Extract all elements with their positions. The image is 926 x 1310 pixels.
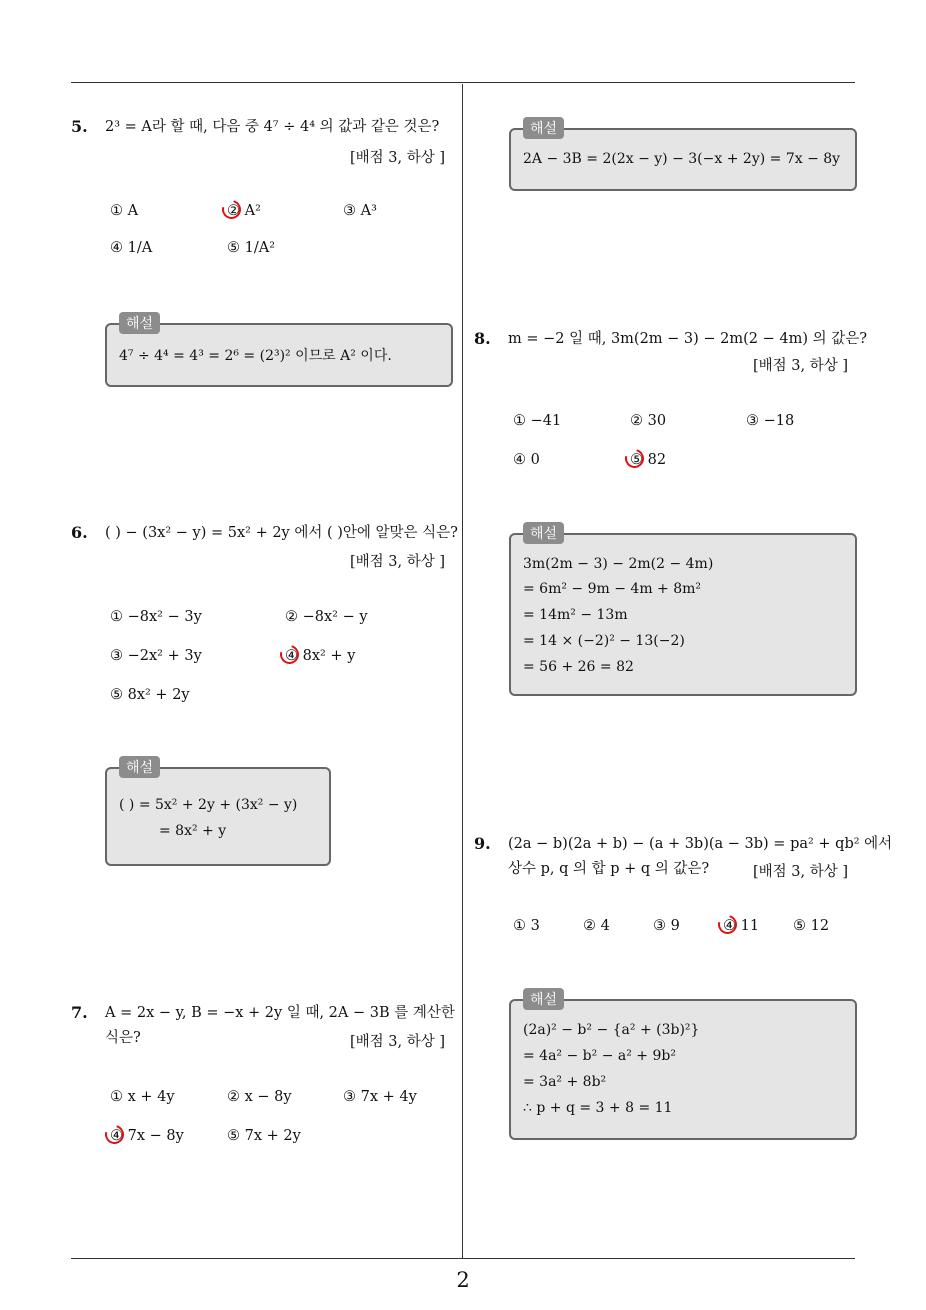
question-text-line2: 식은? (105, 1030, 141, 1046)
option-3[interactable]: ③ A³ (343, 203, 377, 219)
solution-label: 해설 (523, 522, 564, 544)
question-meta: [배점 3, 하상 ] (350, 1034, 446, 1050)
solution-box (105, 760, 331, 866)
question-number: 5. (71, 117, 88, 136)
solution-line: ∴ p + q = 3 + 8 = 11 (523, 1100, 673, 1116)
solution-line: ( ) = 5x² + 2y + (3x² − y) (119, 797, 298, 813)
bottom-rule (71, 1258, 855, 1259)
solution-label: 해설 (523, 988, 564, 1010)
solution-line: = 14 × (−2)² − 13(−2) (523, 633, 685, 649)
option-4[interactable]: ④ 1/A (110, 240, 153, 256)
option-2[interactable]: ② 4 (583, 918, 610, 934)
solution-label: 해설 (119, 756, 160, 778)
solution-box (509, 526, 857, 696)
question-text: ( ) − (3x² − y) = 5x² + 2y 에서 ( )안에 알맞은 식은? (105, 525, 458, 541)
solution-line: = 6m² − 9m − 4m + 8m² (523, 581, 702, 597)
option-1[interactable]: ① A (110, 203, 139, 219)
question-meta: [배점 3, 하상 ] (753, 864, 849, 880)
solution-line: (2a)² − b² − {a² + (3b)²} (523, 1022, 700, 1038)
solution-line: = 56 + 26 = 82 (523, 659, 634, 675)
solution-label: 해설 (523, 117, 564, 139)
option-5[interactable]: ⑤ 82 (630, 452, 667, 468)
option-1[interactable]: ① −8x² − 3y (110, 609, 202, 625)
solution-line: = 3a² + 8b² (523, 1074, 607, 1090)
question-text-line1: (2a − b)(2a + b) − (a + 3b)(a − 3b) = pa² + qb² 에서 (508, 836, 893, 852)
option-5[interactable]: ⑤ 7x + 2y (227, 1128, 301, 1144)
solution-line: = 4a² − b² − a² + 9b² (523, 1048, 676, 1064)
option-2[interactable]: ② 30 (630, 413, 667, 429)
option-1[interactable]: ① x + 4y (110, 1089, 175, 1105)
question-text: 2³ = A라 할 때, 다음 중 4⁷ ÷ 4⁴ 의 값과 같은 것은? (105, 119, 440, 135)
solution-line: 3m(2m − 3) − 2m(2 − 4m) (523, 556, 714, 572)
option-1[interactable]: ① −41 (513, 413, 562, 429)
question-number: 6. (71, 523, 88, 542)
option-4[interactable]: ④ 11 (723, 918, 760, 934)
question-meta: [배점 3, 하상 ] (753, 358, 849, 374)
option-4[interactable]: ④ 7x − 8y (110, 1128, 184, 1144)
option-3[interactable]: ③ 7x + 4y (343, 1089, 417, 1105)
solution-box (509, 992, 857, 1140)
question-text-line2: 상수 p, q 의 합 p + q 의 값은? (508, 861, 710, 877)
option-2[interactable]: ② −8x² − y (285, 609, 368, 625)
question-number: 9. (474, 834, 491, 853)
option-3[interactable]: ③ −18 (746, 413, 795, 429)
solution-line: 2A − 3B = 2(2x − y) − 3(−x + 2y) = 7x − 8y (523, 151, 841, 167)
solution-label: 해설 (119, 312, 160, 334)
solution-line: = 14m² − 13m (523, 607, 628, 623)
question-meta: [배점 3, 하상 ] (350, 150, 446, 166)
option-5[interactable]: ⑤ 8x² + 2y (110, 687, 190, 703)
solution-line: = 8x² + y (159, 823, 227, 839)
option-2[interactable]: ② A² (227, 203, 261, 219)
option-5[interactable]: ⑤ 12 (793, 918, 830, 934)
option-3[interactable]: ③ −2x² + 3y (110, 648, 202, 664)
page-number: 2 (456, 1268, 470, 1292)
option-5[interactable]: ⑤ 1/A² (227, 240, 276, 256)
solution-box (509, 121, 857, 191)
question-number: 7. (71, 1003, 88, 1022)
question-meta: [배점 3, 하상 ] (350, 554, 446, 570)
column-divider (462, 84, 463, 1259)
option-1[interactable]: ① 3 (513, 918, 540, 934)
question-text: m = −2 일 때, 3m(2m − 3) − 2m(2 − 4m) 의 값은? (508, 331, 868, 347)
option-3[interactable]: ③ 9 (653, 918, 680, 934)
option-4[interactable]: ④ 8x² + y (285, 648, 356, 664)
option-2[interactable]: ② x − 8y (227, 1089, 292, 1105)
solution-box (105, 316, 453, 387)
option-4[interactable]: ④ 0 (513, 452, 540, 468)
question-number: 8. (474, 329, 491, 348)
top-rule (71, 82, 855, 83)
question-text-line1: A = 2x − y, B = −x + 2y 일 때, 2A − 3B 를 계산한 (105, 1005, 455, 1021)
solution-line: 4⁷ ÷ 4⁴ = 4³ = 2⁶ = (2³)² 이므로 A² 이다. (119, 348, 392, 364)
